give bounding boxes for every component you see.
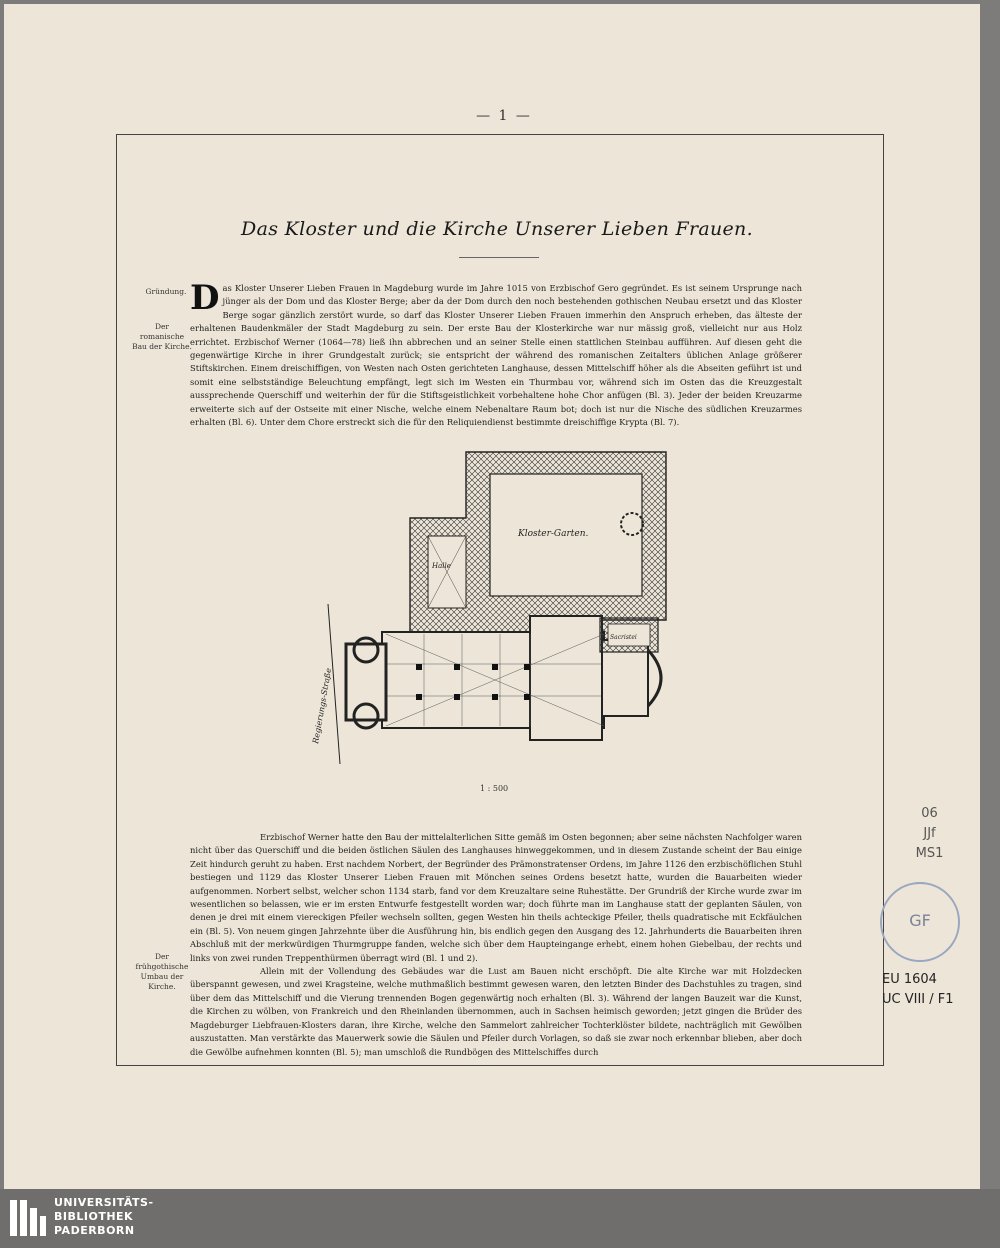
- paragraph-founding: [190, 278, 802, 429]
- margin-note-founding: Gründung.: [145, 287, 187, 296]
- page-title: Das Kloster und die Kirche Unserer Lieben Frauen.: [241, 218, 753, 240]
- church-transept: [530, 616, 602, 740]
- hall-label: Halle: [432, 562, 451, 570]
- paragraph-romanesque-continued: [190, 831, 802, 1059]
- floor-plan: [304, 444, 724, 804]
- title-rule: [459, 257, 539, 258]
- paragraph-gothic: Allein mit der Vollendung des Gebäudes war die Lust am Bauen nicht erschöpft. Die alte Kirche war mit Holzdecken überspannt gewesen, und zwei Kragsteine, welche muthmaßlich bestimmt gewesen waren, den letzten Binder des Dachstuhles zu tragen, sind über dem das Mittelschiff und die Vierung trennenden Bogen gegenwärtig noch erhalten (Bl. 3). Während der langen Bauzeit war die Kunst, die Kirchen zu wölben, von Frankreich und den Rheinlanden übernommen, auch in Sachsen heimisch geworden; jetzt gingen die Brüder des Magdeburger Liebfrauen-Klosters daran, ihre Kirche, welche den Sammelort zahlreicher Tochterklöster bildete, nachträglich mit Gewölben auszustatten. Man verstärkte das Mauerwerk sowie die Säulen und Pfeiler durch Vorlagen, so daß sie zwar noch erkennbar blieben, aber doch die Gewölbe aufnehmen konnten (Bl. 5); man umschloß die Rundbögen des Mittelschiffes durch: [190, 966, 802, 1057]
- handwritten-note: MS1: [915, 846, 944, 861]
- margin-note-early-gothic: Der frühgothische Umbau der Kirche.: [135, 952, 189, 991]
- plan-scale: 1 : 500: [480, 784, 509, 793]
- library-name: [54, 1196, 154, 1238]
- page-number: — 1 —: [476, 108, 532, 124]
- library-footer: [0, 1189, 1000, 1248]
- sacristy-label: Sacristei: [610, 634, 637, 641]
- call-numbers: [882, 970, 982, 1010]
- garden-label: Kloster-Garten.: [518, 529, 589, 539]
- handwritten-note: JJf: [923, 826, 936, 841]
- westwork: [346, 644, 386, 720]
- university-library-logo-icon: [8, 1198, 48, 1238]
- drop-cap: D: [190, 278, 220, 318]
- library-name-line: PADERBORN: [54, 1224, 135, 1237]
- call-number: UC VIII / F1: [882, 992, 954, 1007]
- library-name-line: BIBLIOTHEK: [54, 1210, 134, 1223]
- margin-note-romanesque: Der romanische Bau der Kirche.: [132, 322, 192, 351]
- call-number: EU 1604: [882, 972, 937, 987]
- stamp-letters: GF: [909, 911, 931, 930]
- handwritten-notes: [882, 804, 977, 864]
- scanned-page: [4, 4, 980, 1248]
- paragraph-werner: Erzbischof Werner hatte den Bau der mittelalterlichen Sitte gemäß im Osten begonnen; aber seine nächsten Nachfolger waren nicht über das Querschiff und die beiden östlichen Säulen des Langhauses hinweggekommen, und in diesem Zustande scheint der Bau einige Zeit hindurch geruht zu haben. Erst nachdem Norbert, der Begründer des Prämonstratenser Ordens, im Jahre 1126 den erzbischöflichen Stuhl bestiegen und 1129 das Kloster Unserer Lieben Frauen mit Mönchen seines Ordens besetzt hatte, wurden die Bauarbeiten wieder aufgenommen. Norbert selbst, welcher schon 1134 starb, fand vor dem Kreuzaltare seine Ruhestätte. Der Grundriß der Kirche wurde zwar im wesentlichen so belassen, wie er im ersten Entwurfe festgestellt worden war; doch führte man im Langhause statt der geplanten Säulen, von denen je drei mit einem viereckigen Pfeiler wechseln sollten, gegen Westen hin theils achteckige Pfeiler, theils quadratische mit Eckfäulchen ein (Bl. 5). Von neuem gingen Jahrzehnte über die Ausführung hin, bis endlich gegen den Ausgang des 12. Jahrhunderts die Bauarbeiten ihren Abschluß mit der merkwürdigen Thurmgruppe fanden, welche sich über dem Haupteingange erhebt, einem hohen Giebelbau, der rechts und links von zwei runden Treppenthürmen überragt wird (Bl. 1 und 2).: [190, 832, 802, 963]
- choir-apse: [648, 650, 661, 706]
- library-name-line: UNIVERSITÄTS-: [54, 1196, 154, 1209]
- library-stamp: [880, 882, 960, 962]
- street-label: Regierungs-Straße: [311, 667, 334, 745]
- paragraph-founding-text: as Kloster Unserer Lieben Frauen in Magdeburg wurde im Jahre 1015 von Erzbischof Gero gegründet. Es ist seinem Ursprunge nach jünger als der Dom und das Kloster Berge; aber da der Dom durch den noch bestehenden gothischen Neubau ersetzt und das Kloster Berge sogar gänzlich zerstört wurde, so darf das Kloster Unserer Lieben Frauen immerhin den Anspruch erheben, das älteste der erhaltenen Baudenkmäler der Stadt Magdeburg zu sein. Der erste Bau der Klosterkirche war nur mässig groß, vielleicht nur aus Holz errichtet. Erzbischof Werner (1064—78) ließ ihn abbrechen und an seiner Stelle einen stattlichen Steinbau aufführen. Auf diesen geht die gegenwärtige Kirche in ihrer Grundgestalt zurück; sie entspricht der während des romanischen Zeitalters üblichen Anlage größerer Stiftskirchen. Einem dreischiffigen, von Westen nach Osten gerichteten Langhause, dessen Mittelschiff höher als die Abseiten geführt ist und somit eine selbstständige Beleuchtung empfängt, legt sich im Westen ein Thurmbau vor, während sich im Osten das die Kreuzgestalt aussprechende Querschiff und weiterhin der für die Stiftsgeistlichkeit vorbehaltene hohe Chor anfügen (Bl. 3). Jeder der beiden Kreuzarme erweiterte sich auf der Ostseite mit einer Nische, welche einem Nebenaltare Raum bot; doch ist nur die Nische des südlichen Kreuzarmes erhalten (Bl. 6). Unter dem Chore erstreckt sich die für den Reliquiendienst bestimmte dreischiffige Krypta (Bl. 7).: [190, 283, 802, 428]
- handwritten-note: 06: [921, 806, 938, 821]
